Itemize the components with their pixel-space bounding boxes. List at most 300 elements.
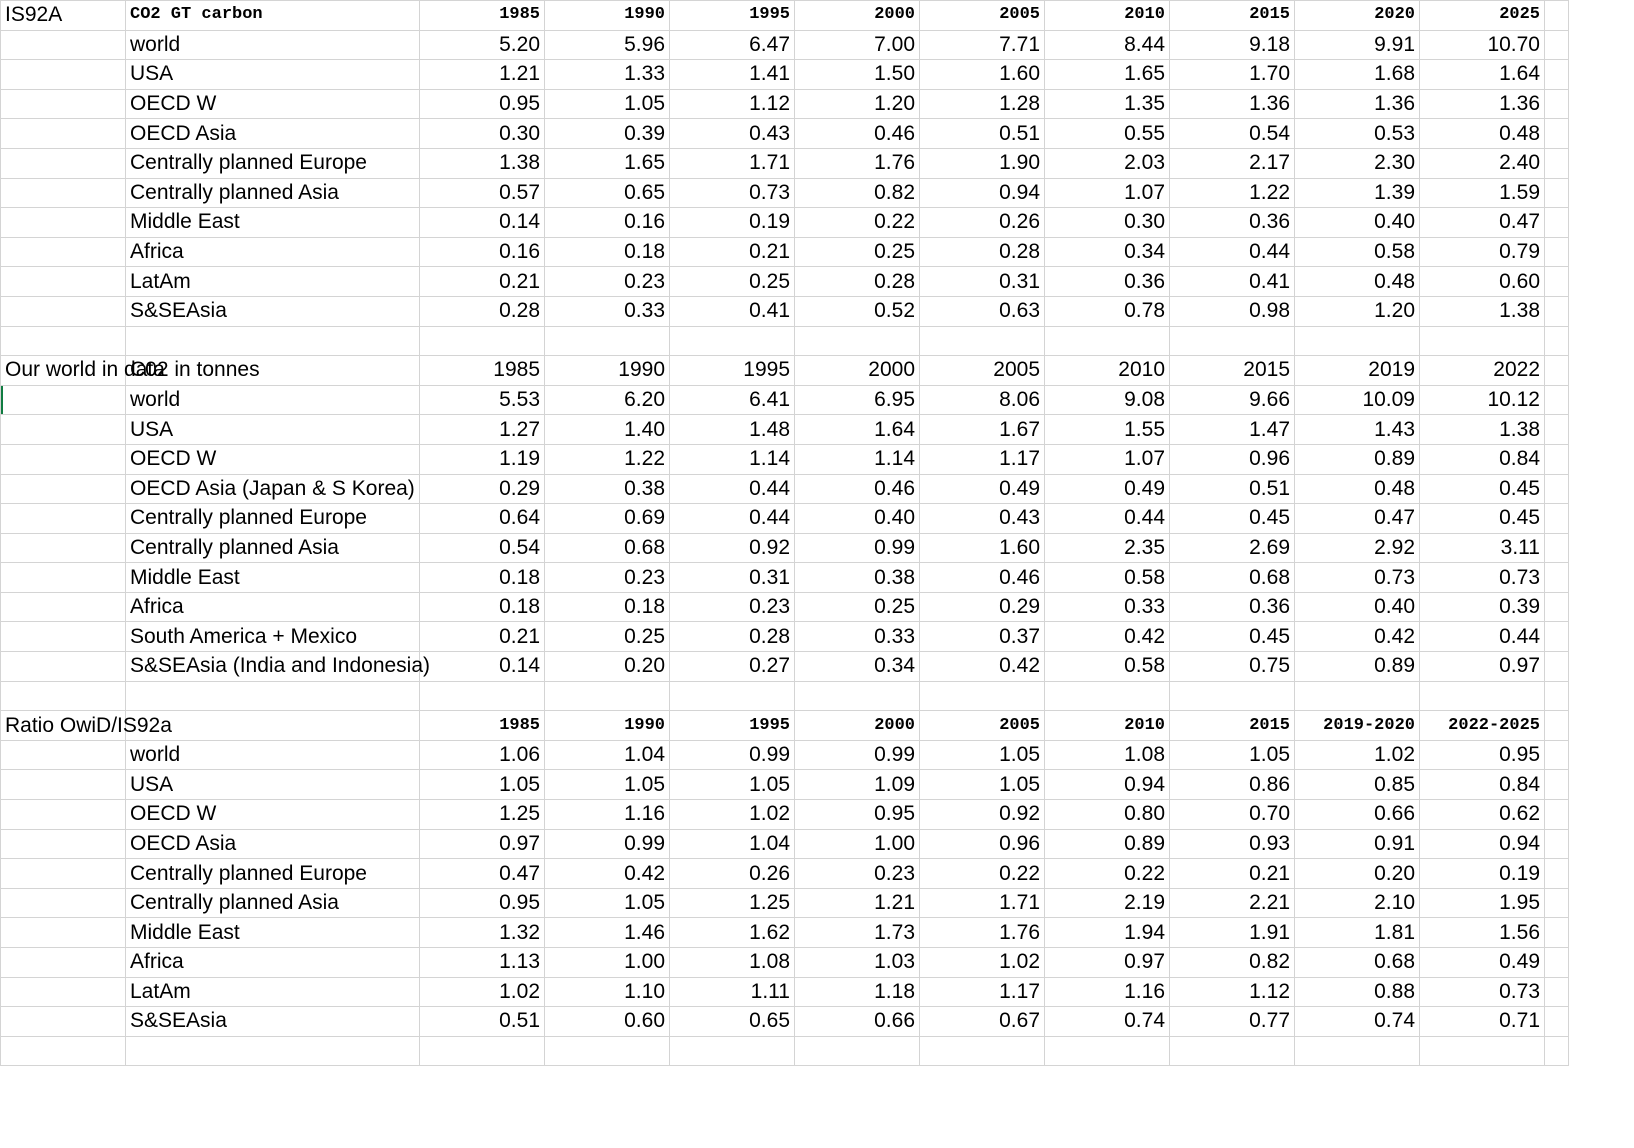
- region-name-cell[interactable]: Centrally planned Asia: [126, 178, 420, 208]
- value-cell[interactable]: 0.28: [420, 296, 545, 326]
- empty-cell[interactable]: [1545, 444, 1569, 474]
- value-cell[interactable]: 6.20: [545, 385, 670, 415]
- value-cell[interactable]: 0.48: [1295, 474, 1420, 504]
- value-cell[interactable]: 0.58: [1045, 652, 1170, 682]
- value-cell[interactable]: 1.05: [545, 770, 670, 800]
- value-cell[interactable]: 0.14: [420, 652, 545, 682]
- value-cell[interactable]: 9.18: [1170, 30, 1295, 60]
- value-cell[interactable]: 1.71: [920, 888, 1045, 918]
- empty-cell[interactable]: [1545, 178, 1569, 208]
- empty-cell[interactable]: [1170, 681, 1295, 711]
- region-name-cell[interactable]: Centrally planned Europe: [126, 504, 420, 534]
- empty-cell[interactable]: [1, 800, 126, 830]
- year-header-cell[interactable]: 2000: [795, 1, 920, 31]
- value-cell[interactable]: 1.19: [420, 444, 545, 474]
- value-cell[interactable]: 0.20: [545, 652, 670, 682]
- value-cell[interactable]: 1.48: [670, 415, 795, 445]
- value-cell[interactable]: 1.73: [795, 918, 920, 948]
- value-cell[interactable]: 0.23: [670, 592, 795, 622]
- value-cell[interactable]: 1.17: [920, 444, 1045, 474]
- empty-cell[interactable]: [1, 1036, 126, 1066]
- value-cell[interactable]: 0.42: [1045, 622, 1170, 652]
- year-header-cell[interactable]: 2025: [1420, 1, 1545, 31]
- empty-cell[interactable]: [545, 326, 670, 356]
- year-header-cell[interactable]: 1985: [420, 356, 545, 386]
- empty-cell[interactable]: [1045, 681, 1170, 711]
- value-cell[interactable]: 1.36: [1295, 89, 1420, 119]
- value-cell[interactable]: 1.65: [1045, 60, 1170, 90]
- value-cell[interactable]: 1.02: [420, 977, 545, 1007]
- value-cell[interactable]: 1.22: [545, 444, 670, 474]
- empty-cell[interactable]: [670, 681, 795, 711]
- empty-cell[interactable]: [1545, 148, 1569, 178]
- value-cell[interactable]: 0.31: [670, 563, 795, 593]
- value-cell[interactable]: 0.73: [1295, 563, 1420, 593]
- empty-cell[interactable]: [1545, 592, 1569, 622]
- empty-cell[interactable]: [545, 681, 670, 711]
- value-cell[interactable]: 1.08: [670, 948, 795, 978]
- empty-cell[interactable]: [1, 444, 126, 474]
- value-cell[interactable]: 0.43: [920, 504, 1045, 534]
- value-cell[interactable]: 0.25: [670, 267, 795, 297]
- value-cell[interactable]: 0.47: [420, 859, 545, 889]
- value-cell[interactable]: 0.36: [1045, 267, 1170, 297]
- empty-cell[interactable]: [1545, 829, 1569, 859]
- value-cell[interactable]: 6.41: [670, 385, 795, 415]
- value-cell[interactable]: 1.18: [795, 977, 920, 1007]
- year-header-cell[interactable]: 2000: [795, 711, 920, 741]
- section-label-cell[interactable]: Ratio OwiD/IS92a: [1, 711, 126, 741]
- value-cell[interactable]: 0.52: [795, 296, 920, 326]
- value-cell[interactable]: 1.60: [920, 60, 1045, 90]
- empty-cell[interactable]: [1295, 681, 1420, 711]
- value-cell[interactable]: 1.12: [670, 89, 795, 119]
- value-cell[interactable]: 0.42: [545, 859, 670, 889]
- value-cell[interactable]: 9.08: [1045, 385, 1170, 415]
- value-cell[interactable]: 0.45: [1420, 474, 1545, 504]
- empty-cell[interactable]: [1295, 1036, 1420, 1066]
- value-cell[interactable]: 0.33: [795, 622, 920, 652]
- value-cell[interactable]: 1.94: [1045, 918, 1170, 948]
- value-cell[interactable]: 0.65: [545, 178, 670, 208]
- value-cell[interactable]: 1.67: [920, 415, 1045, 445]
- value-cell[interactable]: 1.10: [545, 977, 670, 1007]
- value-cell[interactable]: 1.14: [670, 444, 795, 474]
- value-cell[interactable]: 0.41: [670, 296, 795, 326]
- value-cell[interactable]: 0.65: [670, 1007, 795, 1037]
- region-name-cell[interactable]: Centrally planned Asia: [126, 888, 420, 918]
- value-cell[interactable]: 0.39: [545, 119, 670, 149]
- empty-cell[interactable]: [1545, 681, 1569, 711]
- empty-cell[interactable]: [1545, 859, 1569, 889]
- value-cell[interactable]: 1.59: [1420, 178, 1545, 208]
- value-cell[interactable]: 0.49: [920, 474, 1045, 504]
- value-cell[interactable]: 2.19: [1045, 888, 1170, 918]
- value-cell[interactable]: 1.36: [1420, 89, 1545, 119]
- year-header-cell[interactable]: 2005: [920, 356, 1045, 386]
- value-cell[interactable]: 1.05: [420, 770, 545, 800]
- value-cell[interactable]: 0.48: [1420, 119, 1545, 149]
- empty-cell[interactable]: [1, 859, 126, 889]
- region-name-cell[interactable]: Centrally planned Europe: [126, 148, 420, 178]
- empty-cell[interactable]: [670, 326, 795, 356]
- value-cell[interactable]: 0.53: [1295, 119, 1420, 149]
- empty-cell[interactable]: [1545, 60, 1569, 90]
- empty-cell[interactable]: [1, 740, 126, 770]
- value-cell[interactable]: 0.88: [1295, 977, 1420, 1007]
- value-cell[interactable]: 1.90: [920, 148, 1045, 178]
- year-header-cell[interactable]: 1990: [545, 356, 670, 386]
- value-cell[interactable]: 0.82: [1170, 948, 1295, 978]
- value-cell[interactable]: 10.12: [1420, 385, 1545, 415]
- value-cell[interactable]: 1.68: [1295, 60, 1420, 90]
- empty-cell[interactable]: [1, 918, 126, 948]
- empty-cell[interactable]: [126, 326, 420, 356]
- year-header-cell[interactable]: 2000: [795, 356, 920, 386]
- empty-cell[interactable]: [545, 1036, 670, 1066]
- empty-cell[interactable]: [1545, 30, 1569, 60]
- empty-cell[interactable]: [795, 1036, 920, 1066]
- value-cell[interactable]: 0.69: [545, 504, 670, 534]
- empty-cell[interactable]: [1545, 1007, 1569, 1037]
- value-cell[interactable]: 1.62: [670, 918, 795, 948]
- value-cell[interactable]: 0.77: [1170, 1007, 1295, 1037]
- value-cell[interactable]: 0.78: [1045, 296, 1170, 326]
- value-cell[interactable]: 0.94: [1420, 829, 1545, 859]
- value-cell[interactable]: 0.30: [420, 119, 545, 149]
- value-cell[interactable]: 1.05: [1170, 740, 1295, 770]
- value-cell[interactable]: 0.14: [420, 208, 545, 238]
- value-cell[interactable]: 0.94: [920, 178, 1045, 208]
- value-cell[interactable]: 0.30: [1045, 208, 1170, 238]
- year-header-cell[interactable]: 2005: [920, 711, 1045, 741]
- value-cell[interactable]: 0.94: [1045, 770, 1170, 800]
- year-header-cell[interactable]: 1995: [670, 711, 795, 741]
- value-cell[interactable]: 0.21: [420, 622, 545, 652]
- value-cell[interactable]: 1.36: [1170, 89, 1295, 119]
- value-cell[interactable]: 0.54: [420, 533, 545, 563]
- value-cell[interactable]: 0.33: [1045, 592, 1170, 622]
- value-cell[interactable]: 0.84: [1420, 444, 1545, 474]
- region-name-cell[interactable]: OECD W: [126, 89, 420, 119]
- empty-cell[interactable]: [1, 681, 126, 711]
- value-cell[interactable]: 2.92: [1295, 533, 1420, 563]
- value-cell[interactable]: 10.70: [1420, 30, 1545, 60]
- value-cell[interactable]: 0.99: [545, 829, 670, 859]
- region-name-cell[interactable]: Africa: [126, 948, 420, 978]
- region-name-cell[interactable]: S&SEAsia (India and Indonesia): [126, 652, 420, 682]
- value-cell[interactable]: 2.17: [1170, 148, 1295, 178]
- value-cell[interactable]: 0.42: [920, 652, 1045, 682]
- empty-cell[interactable]: [1, 415, 126, 445]
- year-header-cell[interactable]: 2005: [920, 1, 1045, 31]
- value-cell[interactable]: 0.58: [1045, 563, 1170, 593]
- empty-cell[interactable]: [1545, 1036, 1569, 1066]
- value-cell[interactable]: 1.14: [795, 444, 920, 474]
- value-cell[interactable]: 1.47: [1170, 415, 1295, 445]
- value-cell[interactable]: 1.03: [795, 948, 920, 978]
- value-cell[interactable]: 0.44: [1420, 622, 1545, 652]
- region-name-cell[interactable]: world: [126, 385, 420, 415]
- value-cell[interactable]: 1.76: [920, 918, 1045, 948]
- value-cell[interactable]: 0.44: [1045, 504, 1170, 534]
- value-cell[interactable]: 0.66: [1295, 800, 1420, 830]
- value-cell[interactable]: 1.21: [420, 60, 545, 90]
- year-header-cell[interactable]: 2010: [1045, 1, 1170, 31]
- value-cell[interactable]: 8.44: [1045, 30, 1170, 60]
- value-cell[interactable]: 1.56: [1420, 918, 1545, 948]
- empty-cell[interactable]: [1545, 89, 1569, 119]
- value-cell[interactable]: 1.02: [920, 948, 1045, 978]
- empty-cell[interactable]: [1, 474, 126, 504]
- empty-cell[interactable]: [1545, 474, 1569, 504]
- region-name-cell[interactable]: USA: [126, 415, 420, 445]
- value-cell[interactable]: 1.13: [420, 948, 545, 978]
- empty-cell[interactable]: [1420, 681, 1545, 711]
- region-name-cell[interactable]: S&SEAsia: [126, 1007, 420, 1037]
- empty-cell[interactable]: [1545, 977, 1569, 1007]
- year-header-cell[interactable]: 2015: [1170, 1, 1295, 31]
- year-header-cell[interactable]: 1995: [670, 356, 795, 386]
- value-cell[interactable]: 0.97: [1420, 652, 1545, 682]
- empty-cell[interactable]: [1, 770, 126, 800]
- value-cell[interactable]: 1.16: [545, 800, 670, 830]
- empty-cell[interactable]: [1420, 1036, 1545, 1066]
- empty-cell[interactable]: [1545, 237, 1569, 267]
- value-cell[interactable]: 1.81: [1295, 918, 1420, 948]
- empty-cell[interactable]: [1, 119, 126, 149]
- value-cell[interactable]: 0.47: [1420, 208, 1545, 238]
- empty-cell[interactable]: [795, 326, 920, 356]
- region-name-cell[interactable]: world: [126, 740, 420, 770]
- value-cell[interactable]: 0.39: [1420, 592, 1545, 622]
- value-cell[interactable]: 1.64: [795, 415, 920, 445]
- value-cell[interactable]: 9.66: [1170, 385, 1295, 415]
- region-name-cell[interactable]: South America + Mexico: [126, 622, 420, 652]
- value-cell[interactable]: 1.17: [920, 977, 1045, 1007]
- value-cell[interactable]: 0.89: [1295, 652, 1420, 682]
- empty-cell[interactable]: [1, 888, 126, 918]
- value-cell[interactable]: 0.42: [1295, 622, 1420, 652]
- value-cell[interactable]: 0.93: [1170, 829, 1295, 859]
- value-cell[interactable]: 0.40: [1295, 592, 1420, 622]
- value-cell[interactable]: 0.18: [545, 592, 670, 622]
- value-cell[interactable]: 1.38: [1420, 296, 1545, 326]
- value-cell[interactable]: 1.27: [420, 415, 545, 445]
- empty-cell[interactable]: [1, 237, 126, 267]
- value-cell[interactable]: 0.68: [1295, 948, 1420, 978]
- value-cell[interactable]: 0.36: [1170, 592, 1295, 622]
- value-cell[interactable]: 0.60: [545, 1007, 670, 1037]
- year-header-cell[interactable]: 1985: [420, 1, 545, 31]
- empty-cell[interactable]: [1545, 948, 1569, 978]
- value-cell[interactable]: 0.45: [1170, 504, 1295, 534]
- value-cell[interactable]: 0.22: [1045, 859, 1170, 889]
- empty-cell[interactable]: [126, 681, 420, 711]
- value-cell[interactable]: 9.91: [1295, 30, 1420, 60]
- value-cell[interactable]: 1.39: [1295, 178, 1420, 208]
- value-cell[interactable]: 0.51: [920, 119, 1045, 149]
- value-cell[interactable]: 0.92: [670, 533, 795, 563]
- year-header-cell[interactable]: 2020: [1295, 1, 1420, 31]
- value-cell[interactable]: 0.21: [670, 237, 795, 267]
- value-cell[interactable]: 1.05: [920, 770, 1045, 800]
- value-cell[interactable]: 0.46: [795, 474, 920, 504]
- value-cell[interactable]: 1.09: [795, 770, 920, 800]
- empty-cell[interactable]: [1, 504, 126, 534]
- year-header-cell[interactable]: 1995: [670, 1, 795, 31]
- value-cell[interactable]: 0.51: [420, 1007, 545, 1037]
- empty-cell[interactable]: [1545, 326, 1569, 356]
- value-cell[interactable]: 0.68: [1170, 563, 1295, 593]
- year-header-cell[interactable]: 2019: [1295, 356, 1420, 386]
- value-cell[interactable]: 0.46: [920, 563, 1045, 593]
- empty-cell[interactable]: [1, 326, 126, 356]
- region-name-cell[interactable]: S&SEAsia: [126, 296, 420, 326]
- value-cell[interactable]: 1.16: [1045, 977, 1170, 1007]
- value-cell[interactable]: 0.80: [1045, 800, 1170, 830]
- value-cell[interactable]: 7.71: [920, 30, 1045, 60]
- empty-cell[interactable]: [1, 60, 126, 90]
- value-cell[interactable]: 0.54: [1170, 119, 1295, 149]
- value-cell[interactable]: 0.33: [545, 296, 670, 326]
- value-cell[interactable]: 1.04: [670, 829, 795, 859]
- value-cell[interactable]: 0.20: [1295, 859, 1420, 889]
- value-cell[interactable]: 0.96: [920, 829, 1045, 859]
- value-cell[interactable]: 1.35: [1045, 89, 1170, 119]
- value-cell[interactable]: 1.04: [545, 740, 670, 770]
- value-cell[interactable]: 0.60: [1420, 267, 1545, 297]
- value-cell[interactable]: 7.00: [795, 30, 920, 60]
- value-cell[interactable]: 2.69: [1170, 533, 1295, 563]
- empty-cell[interactable]: [1170, 326, 1295, 356]
- empty-cell[interactable]: [1545, 208, 1569, 238]
- value-cell[interactable]: 1.38: [1420, 415, 1545, 445]
- value-cell[interactable]: 1.65: [545, 148, 670, 178]
- empty-cell[interactable]: [1545, 622, 1569, 652]
- empty-cell[interactable]: [1545, 533, 1569, 563]
- value-cell[interactable]: 0.74: [1045, 1007, 1170, 1037]
- year-header-cell[interactable]: 2015: [1170, 711, 1295, 741]
- value-cell[interactable]: 2.03: [1045, 148, 1170, 178]
- value-cell[interactable]: 5.96: [545, 30, 670, 60]
- value-cell[interactable]: 0.68: [545, 533, 670, 563]
- region-name-cell[interactable]: Africa: [126, 237, 420, 267]
- value-cell[interactable]: 0.44: [670, 504, 795, 534]
- empty-cell[interactable]: [1, 977, 126, 1007]
- value-cell[interactable]: 0.85: [1295, 770, 1420, 800]
- value-cell[interactable]: 0.47: [1295, 504, 1420, 534]
- section-label-cell[interactable]: Our world in data: [1, 356, 126, 386]
- value-cell[interactable]: 0.21: [1170, 859, 1295, 889]
- value-cell[interactable]: 1.06: [420, 740, 545, 770]
- value-cell[interactable]: 0.44: [670, 474, 795, 504]
- value-cell[interactable]: 0.37: [920, 622, 1045, 652]
- value-cell[interactable]: 1.05: [670, 770, 795, 800]
- region-name-cell[interactable]: OECD Asia (Japan & S Korea): [126, 474, 420, 504]
- empty-cell[interactable]: [1, 385, 126, 415]
- value-cell[interactable]: 8.06: [920, 385, 1045, 415]
- value-cell[interactable]: 1.64: [1420, 60, 1545, 90]
- value-cell[interactable]: 0.97: [1045, 948, 1170, 978]
- value-cell[interactable]: 1.71: [670, 148, 795, 178]
- value-cell[interactable]: 0.28: [920, 237, 1045, 267]
- value-cell[interactable]: 0.16: [545, 208, 670, 238]
- value-cell[interactable]: 0.64: [420, 504, 545, 534]
- region-name-cell[interactable]: OECD W: [126, 800, 420, 830]
- value-cell[interactable]: 0.25: [795, 592, 920, 622]
- value-cell[interactable]: 1.21: [795, 888, 920, 918]
- value-cell[interactable]: 0.70: [1170, 800, 1295, 830]
- year-header-cell[interactable]: 2022-2025: [1420, 711, 1545, 741]
- value-cell[interactable]: 0.49: [1045, 474, 1170, 504]
- value-cell[interactable]: 0.71: [1420, 1007, 1545, 1037]
- value-cell[interactable]: 0.38: [795, 563, 920, 593]
- empty-cell[interactable]: [420, 1036, 545, 1066]
- empty-cell[interactable]: [1, 948, 126, 978]
- value-cell[interactable]: 0.97: [420, 829, 545, 859]
- value-cell[interactable]: 0.55: [1045, 119, 1170, 149]
- empty-cell[interactable]: [1545, 652, 1569, 682]
- empty-cell[interactable]: [1545, 711, 1569, 741]
- value-cell[interactable]: 0.45: [1420, 504, 1545, 534]
- empty-cell[interactable]: [1, 296, 126, 326]
- value-cell[interactable]: 1.60: [920, 533, 1045, 563]
- empty-cell[interactable]: [1545, 740, 1569, 770]
- value-cell[interactable]: 0.95: [1420, 740, 1545, 770]
- value-cell[interactable]: 0.19: [670, 208, 795, 238]
- section-label-cell[interactable]: IS92A: [1, 1, 126, 31]
- value-cell[interactable]: 0.96: [1170, 444, 1295, 474]
- region-name-cell[interactable]: Centrally planned Asia: [126, 533, 420, 563]
- value-cell[interactable]: 0.40: [795, 504, 920, 534]
- value-cell[interactable]: 1.07: [1045, 444, 1170, 474]
- year-header-cell[interactable]: 1990: [545, 711, 670, 741]
- value-cell[interactable]: 2.10: [1295, 888, 1420, 918]
- value-cell[interactable]: 0.18: [420, 563, 545, 593]
- year-header-cell[interactable]: 2019-2020: [1295, 711, 1420, 741]
- value-cell[interactable]: 0.82: [795, 178, 920, 208]
- value-cell[interactable]: 2.35: [1045, 533, 1170, 563]
- value-cell[interactable]: 0.91: [1295, 829, 1420, 859]
- value-cell[interactable]: 2.40: [1420, 148, 1545, 178]
- value-cell[interactable]: 0.73: [1420, 563, 1545, 593]
- value-cell[interactable]: 0.89: [1295, 444, 1420, 474]
- value-cell[interactable]: 1.25: [670, 888, 795, 918]
- empty-cell[interactable]: [920, 681, 1045, 711]
- empty-cell[interactable]: [1295, 326, 1420, 356]
- value-cell[interactable]: 0.38: [545, 474, 670, 504]
- empty-cell[interactable]: [1545, 504, 1569, 534]
- value-cell[interactable]: 1.11: [670, 977, 795, 1007]
- empty-cell[interactable]: [920, 1036, 1045, 1066]
- value-cell[interactable]: 0.16: [420, 237, 545, 267]
- value-cell[interactable]: 0.25: [795, 237, 920, 267]
- region-name-cell[interactable]: world: [126, 30, 420, 60]
- value-cell[interactable]: 0.98: [1170, 296, 1295, 326]
- value-cell[interactable]: 0.44: [1170, 237, 1295, 267]
- empty-cell[interactable]: [920, 326, 1045, 356]
- section-header-label-cell[interactable]: C02 in tonnes: [126, 356, 420, 386]
- year-header-cell[interactable]: 1990: [545, 1, 670, 31]
- value-cell[interactable]: 1.91: [1170, 918, 1295, 948]
- value-cell[interactable]: 1.38: [420, 148, 545, 178]
- value-cell[interactable]: 0.19: [1420, 859, 1545, 889]
- value-cell[interactable]: 1.05: [545, 888, 670, 918]
- value-cell[interactable]: 0.46: [795, 119, 920, 149]
- region-name-cell[interactable]: Middle East: [126, 918, 420, 948]
- empty-cell[interactable]: [1, 592, 126, 622]
